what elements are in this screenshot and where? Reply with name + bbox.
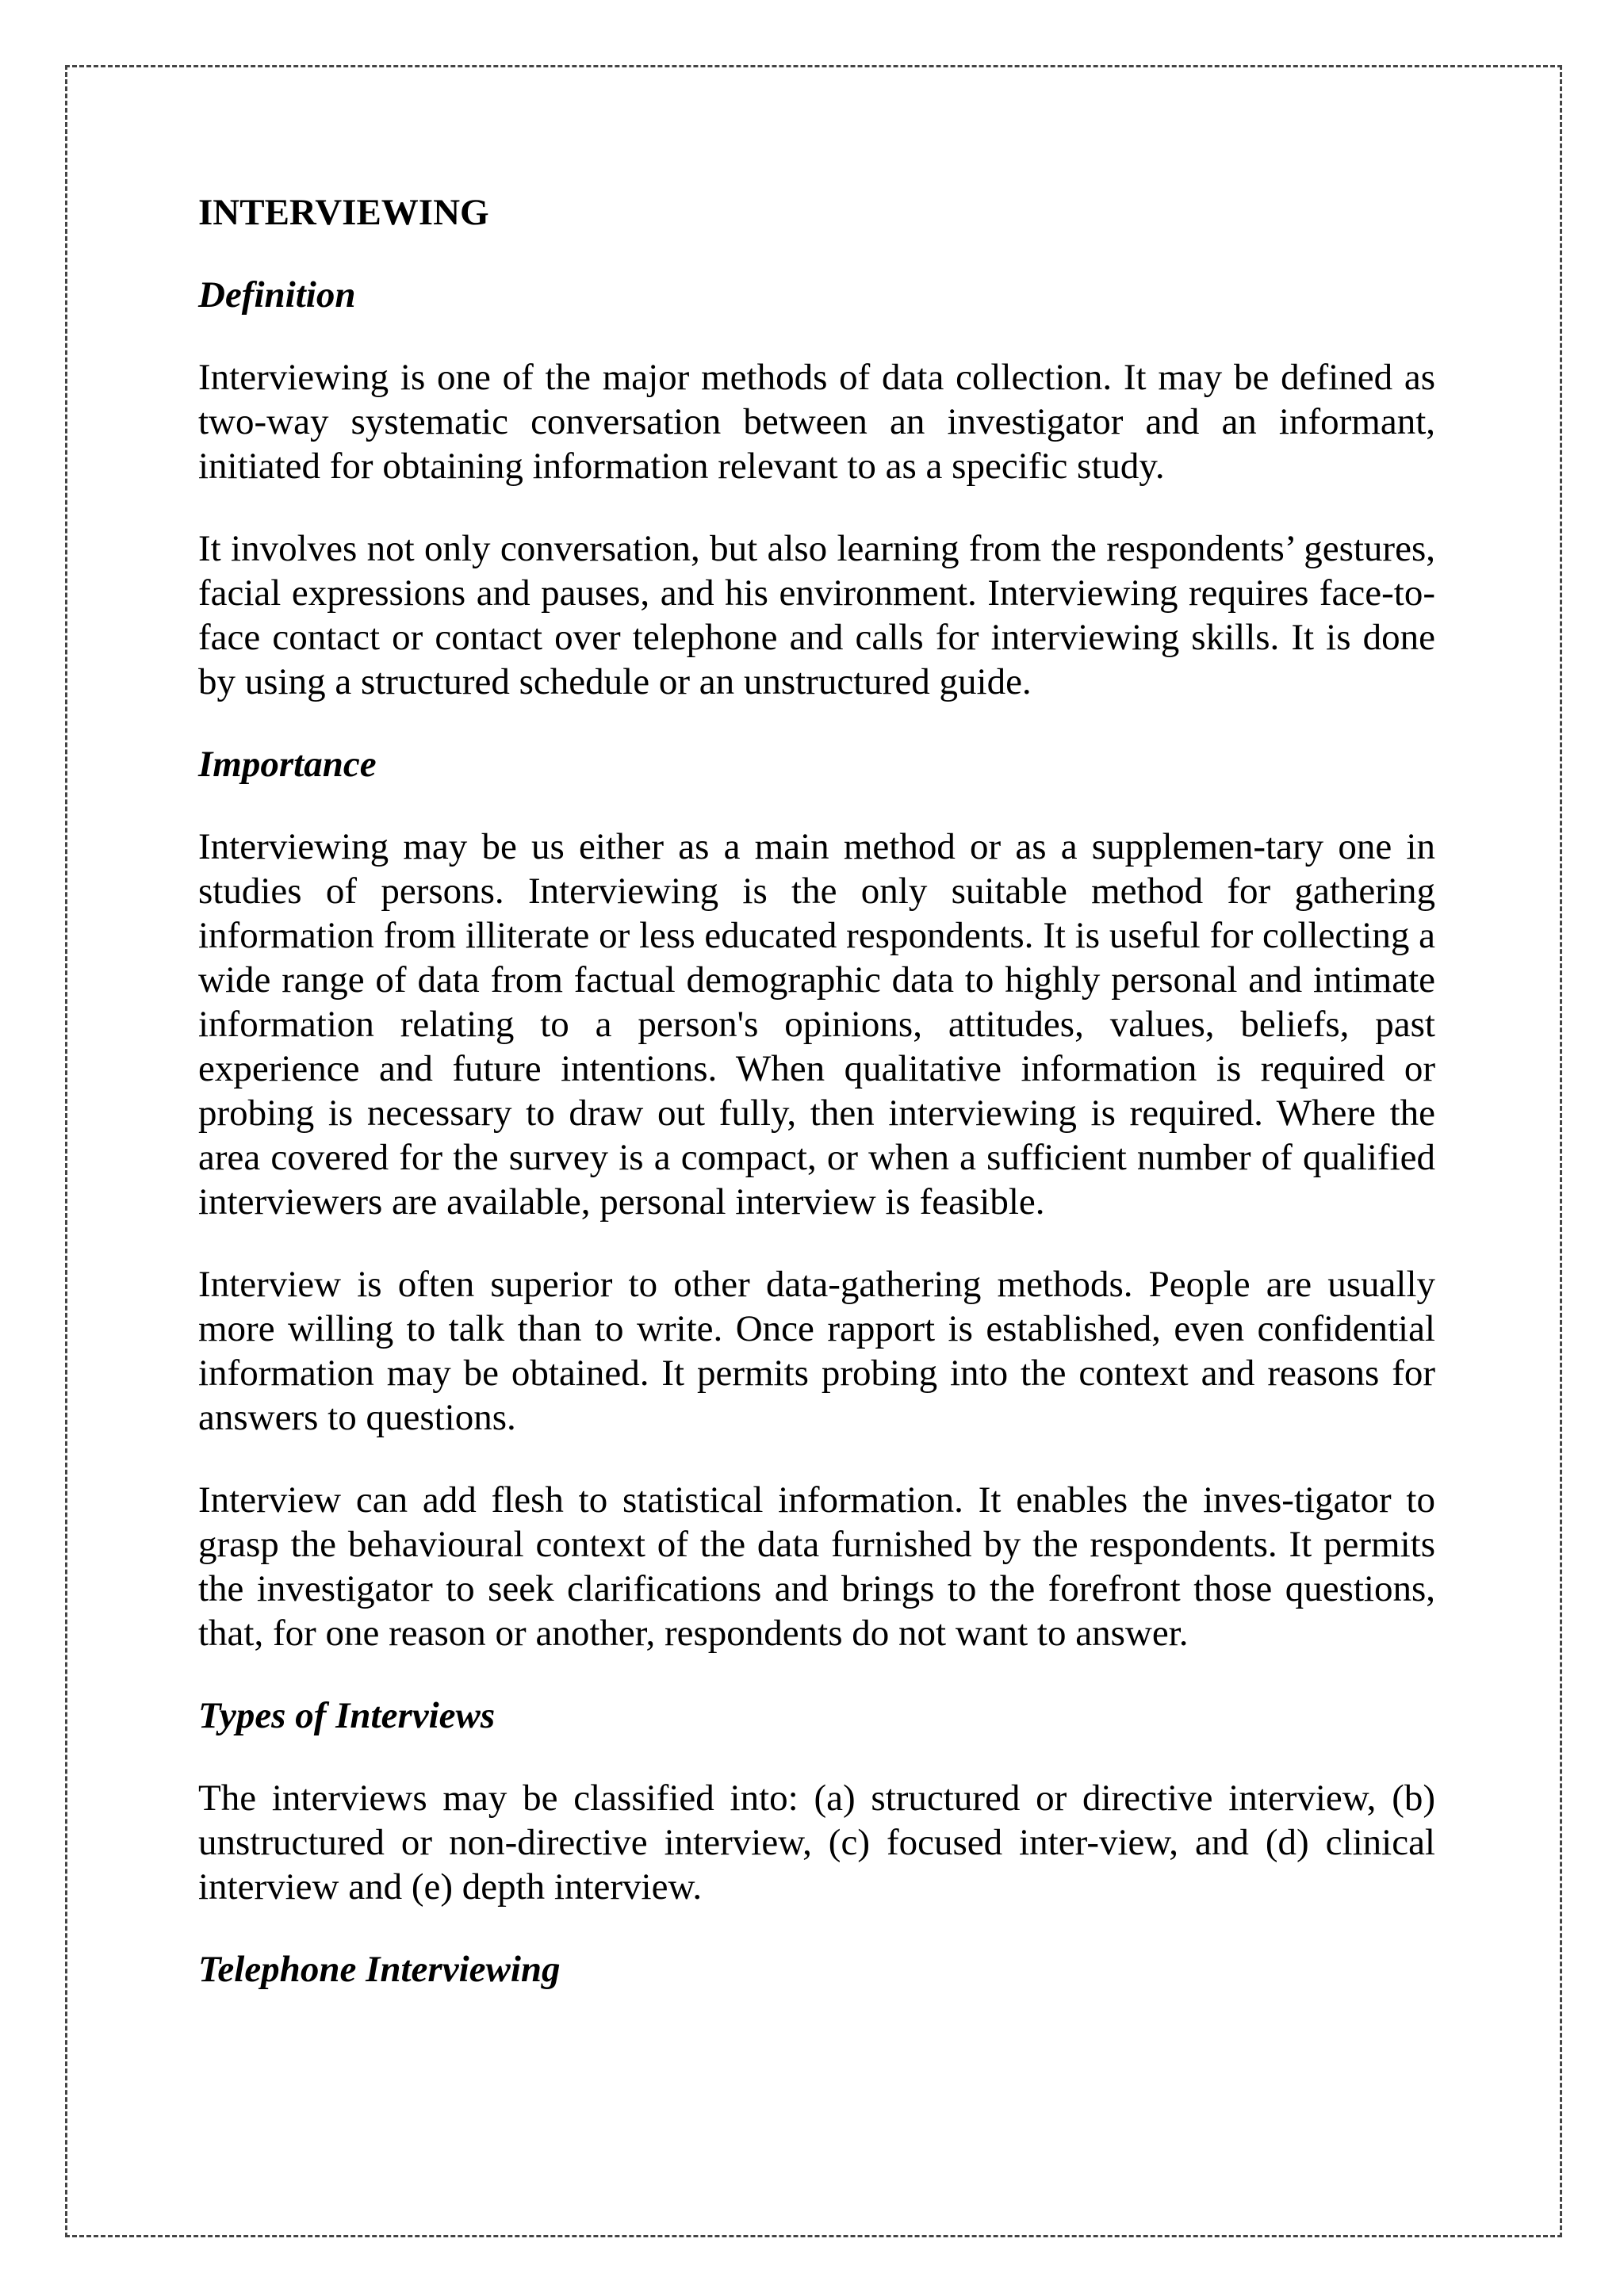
document-title: INTERVIEWING xyxy=(198,192,489,233)
section-heading-definition: Definition xyxy=(198,274,356,316)
section-heading-importance: Importance xyxy=(198,744,377,785)
paragraph: The interviews may be classified into: (a) structured or directive interview, (b) unstructured or non-directive interview, (c) focused inter-view, and (d) clinical interview and (e) depth interview. xyxy=(198,1777,1435,1908)
section-heading-types-of-interviews: Types of Interviews xyxy=(198,1695,496,1736)
paragraph: Interviewing is one of the major methods of data collection. It may be defined as two-way systematic conversation between an investigator and an informant, initiated for obtaining information relevant to as a specific study. xyxy=(198,357,1435,487)
paragraph: Interview can add flesh to statistical information. It enables the inves-tigator to grasp the behavioural context of the data furnished by the respondents. It permits the investigator to seek clarifications and brings to the forefront those questions, that, for one reason or another, respondents do not want to answer. xyxy=(198,1479,1435,1654)
document-body xyxy=(198,190,1435,2030)
paragraph: It involves not only conversation, but also learning from the respondents’ gestures, facial expressions and pauses, and his environment. Interviewing requires face-to-face contact or contact over telephone and calls for interviewing skills. It is done by using a structured schedule or an unstructured guide. xyxy=(198,528,1435,702)
paragraph: Interview is often superior to other data-gathering methods. People are usually more willing to talk than to write. Once rapport is established, even confidential information may be obtained. It permits probing into the context and reasons for answers to questions. xyxy=(198,1264,1435,1438)
section-heading-telephone-interviewing: Telephone Interviewing xyxy=(198,1949,561,1990)
paragraph: Interviewing may be us either as a main method or as a supplemen-tary one in studies of persons. Interviewing is the only suitable method for gathering information from illiterate or less educated respondents. It is useful for collecting a wide range of data from factual demographic data to highly personal and intimate information relating to a person's opinions, attitudes, values, beliefs, past experience and future intentions. When qualitative information is required or probing is necessary to draw out fully, then interviewing is required. Where the area covered for the survey is a compact, or when a sufficient number of qualified interviewers are available, personal interview is feasible. xyxy=(198,826,1435,1223)
